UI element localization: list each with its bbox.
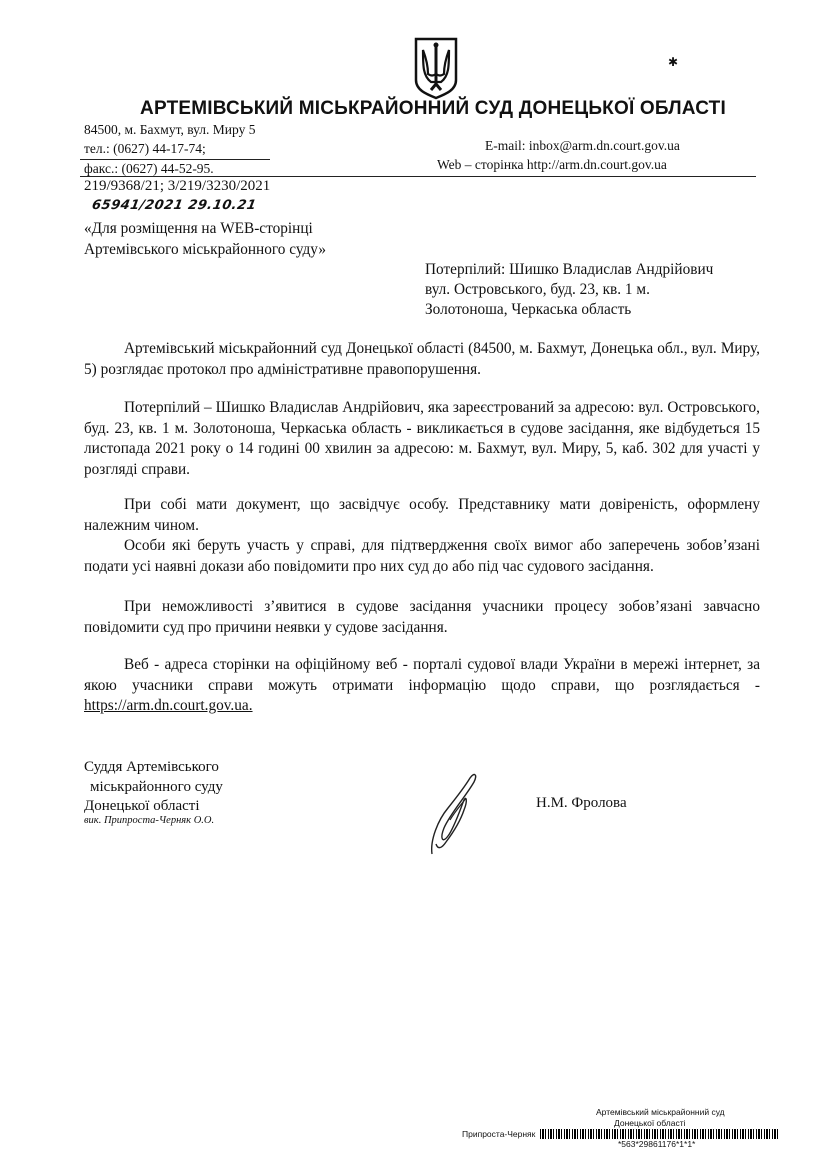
barcode-icon <box>540 1129 780 1139</box>
body-paragraph-6 <box>84 655 760 717</box>
stamp-court-line1: Артемівський міськрайонний суд <box>596 1107 725 1117</box>
recipient-name: Потерпілий: Шишко Владислав Андрійович <box>425 261 714 278</box>
judge-title-line2: міськрайонного суду <box>90 779 223 795</box>
recipient-address-line2: Золотоноша, Черкаська область <box>425 301 632 318</box>
publication-note-line2: Артемівського міськрайонного суду» <box>84 241 326 258</box>
court-fax: факс.: (0627) 44-52-95. <box>84 161 214 176</box>
court-portal-link[interactable]: https://arm.dn.court.gov.ua. <box>84 697 253 714</box>
executor-note: вик. Припроста-Черняк О.О. <box>84 815 215 826</box>
body-paragraph-3: При собі мати документ, що засвідчує особу. Представнику мати довіреність, оформлену належним чином. <box>84 496 760 534</box>
court-email: E-mail: inbox@arm.dn.court.gov.ua <box>485 138 680 153</box>
court-website: Web – сторінка http://arm.dn.court.gov.ua <box>437 157 667 172</box>
case-numbers: 219/9368/21; 3/219/3230/2021 <box>84 178 271 194</box>
trident-emblem-icon <box>413 36 459 100</box>
publication-note-line1: «Для розміщення на WEB-сторінці <box>84 220 313 237</box>
portal-text: Веб - адреса сторінки на офіційному веб - порталі судової влади України в мережі інтернет, за якою учасники справи можуть отримати інформацію щодо справи, що розглядається - <box>84 656 760 694</box>
judge-title-line1: Суддя Артемівського <box>84 759 219 775</box>
body-paragraph-2: Потерпілий – Шишко Владислав Андрійович, яка зареєстрований за адресою: вул. Островського, буд. 23, кв. 1 м. Золотоноша, Черкаська область - викликається в судове засідання, яке відбудеться 15 листопада 2021 року о 14 годині 00 хвилин за адресою: м. Бахмут, вул. Миру, 5, каб. 302 для участі у розгляді справи. <box>84 399 760 478</box>
stamp-code: *563*29861176*1*1* <box>618 1139 696 1149</box>
stamp-court-line2: Донецької області <box>614 1118 686 1128</box>
header-rule <box>80 176 756 177</box>
court-address: 84500, м. Бахмут, вул. Миру 5 <box>84 122 256 137</box>
court-title: АРТЕМІВСЬКИЙ МІСЬКРАЙОННИЙ СУД ДОНЕЦЬКОЇ ОБЛАСТІ <box>140 98 726 119</box>
stamp-prefix: Припроста-Черняк <box>462 1129 536 1139</box>
asterisk-mark: ✱ <box>668 55 679 69</box>
header-rule-left <box>80 159 270 160</box>
body-paragraph-4: Особи які беруть участь у справі, для підтвердження своїх вимог або заперечень зобов’язані подати усі наявні докази або повідомити про них суд до або під час судового засідання. <box>84 537 760 575</box>
signature-scrawl-icon <box>420 770 490 860</box>
court-phone: тел.: (0627) 44-17-74; <box>84 141 206 156</box>
body-paragraph-5: При неможливості з’явитися в судове засідання учасники процесу зобов’язані завчасно повідомити суд про причини неявки у судове засідання. <box>84 598 760 636</box>
handwritten-reference: 65941/2021 29.10.21 <box>90 198 258 213</box>
body-paragraph-1: Артемівський міськрайонний суд Донецької області (84500, м. Бахмут, Донецька обл., вул. Миру, 5) розглядає протокол про адміністративне правопорушення. <box>84 340 760 378</box>
recipient-address-line1: вул. Островського, буд. 23, кв. 1 м. <box>425 281 650 298</box>
judge-title-line3: Донецької області <box>84 798 200 814</box>
judge-name: Н.М. Фролова <box>536 795 627 811</box>
